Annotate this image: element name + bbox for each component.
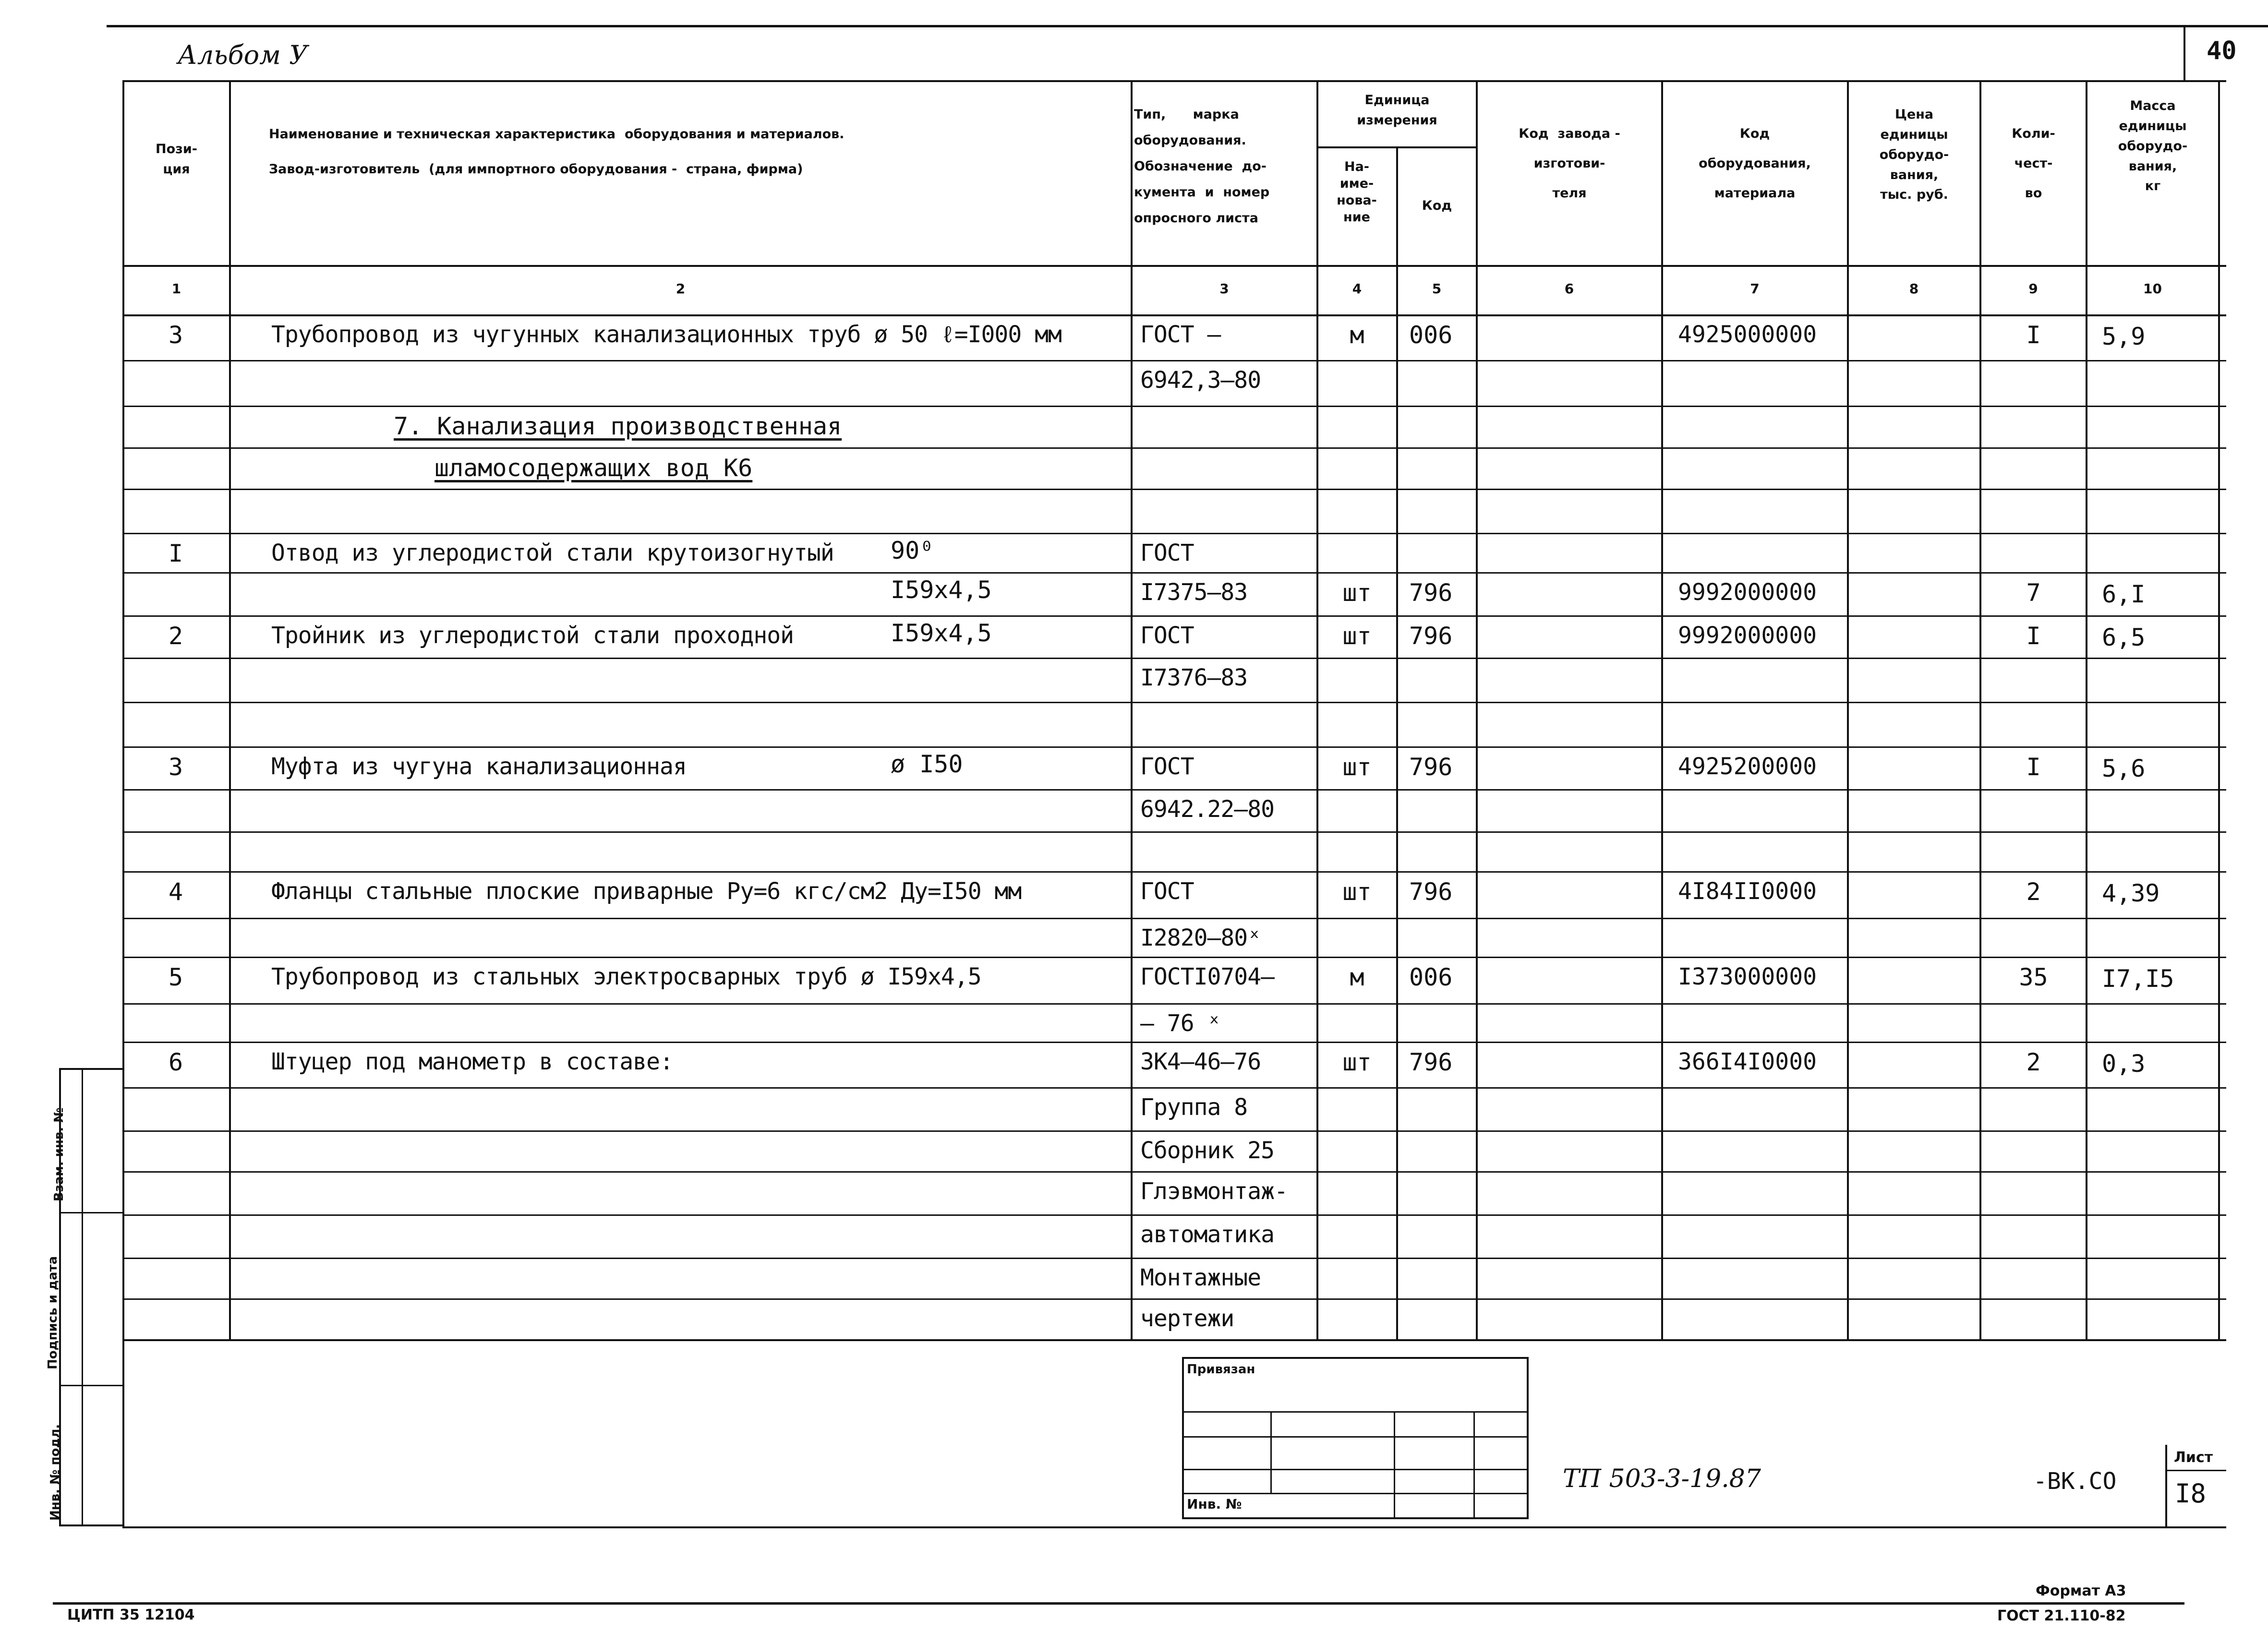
row-line [122, 1171, 2226, 1173]
inv-label: Инв. № [1187, 1496, 1242, 1512]
footer-gost: ГОСТ 21.110-82 [1997, 1608, 2126, 1624]
row-line [122, 1003, 2226, 1005]
row-line [122, 1298, 2226, 1300]
row-type: Группа 8 [1140, 1094, 1248, 1121]
col-line [1396, 146, 1398, 1340]
row-equip-code: 9992000000 [1678, 622, 1817, 649]
row-name-dimension: 90⁰ [891, 537, 934, 564]
row-unit: шт [1342, 753, 1372, 781]
row-line [122, 702, 2226, 703]
table-left-border [122, 80, 124, 1527]
row-line [122, 1042, 2226, 1043]
row-unit: шт [1342, 878, 1372, 906]
page-top-number: 40 [2207, 36, 2237, 65]
col-num-3: 3 [1219, 281, 1229, 297]
attached-box [1182, 1357, 1529, 1519]
attached-col [1473, 1411, 1475, 1519]
col-num-6: 6 [1564, 281, 1574, 297]
side-strip-line [59, 1385, 122, 1386]
side-label-replace-inv: Взам. инв. № [52, 1107, 66, 1201]
header-bottom [122, 265, 2226, 267]
col-num-10: 10 [2143, 281, 2162, 297]
row-type: ЗК4–46–76 [1140, 1048, 1261, 1075]
row-unit-code: 006 [1409, 963, 1453, 991]
header-name: Наименование и техническая характеристика оборудования и материалов. Завод-изготовитель (для импортного оборудования - страна, фирма) [269, 127, 844, 177]
row-type: чертежи [1140, 1305, 1234, 1332]
sheet-label: Лист [2174, 1449, 2213, 1466]
section-title: шламосодержащих вод К6 [434, 454, 753, 482]
sheet-box-line [2165, 1470, 2226, 1471]
row-line [122, 831, 2226, 833]
attached-line [1182, 1411, 1529, 1413]
unit-header-split [1316, 146, 1476, 148]
row-pos: 3 [168, 753, 183, 781]
row-name-dimension: ø I50 [891, 750, 963, 778]
row-type: автоматика [1140, 1221, 1274, 1248]
row-mass: 4,39 [2102, 879, 2160, 907]
row-equip-code: I373000000 [1678, 963, 1817, 990]
row-mass: 6,I [2102, 580, 2146, 608]
col-line [1979, 80, 1981, 1340]
table-top-border [122, 80, 2226, 82]
row-qty: 2 [2026, 1048, 2041, 1076]
footer-cipt: ЦИТП 35 12104 [67, 1607, 195, 1623]
stamp-top-line [122, 1339, 2226, 1341]
col-num-1: 1 [171, 281, 181, 297]
col-num-9: 9 [2028, 281, 2038, 297]
row-line [122, 918, 2226, 919]
header-qty: Коли- чест- во [2012, 126, 2055, 201]
top-frame-line [107, 25, 2268, 27]
col-num-8: 8 [1909, 281, 1919, 297]
row-type: ГОСТ [1140, 753, 1194, 780]
row-line [122, 1130, 2226, 1132]
row-line [122, 1214, 2226, 1216]
row-equip-code: 9992000000 [1678, 579, 1817, 606]
row-line [122, 360, 2226, 361]
col-line [229, 80, 231, 1340]
row-mass: 0,3 [2102, 1050, 2146, 1078]
col-line [1661, 80, 1663, 1340]
row-line [122, 615, 2226, 617]
row-mass: I7,I5 [2102, 965, 2174, 993]
row-unit: м [1350, 963, 1364, 991]
row-line [122, 871, 2226, 873]
row-type: ГОСТ – [1140, 321, 1221, 348]
header-factory-code: Код завода - изготови- теля [1519, 126, 1620, 201]
row-mass: 6,5 [2102, 624, 2146, 651]
table-bottom-border [122, 1526, 2226, 1528]
side-strip-divider [82, 1068, 83, 1526]
row-equip-code: 4925200000 [1678, 753, 1817, 780]
row-unit: шт [1342, 622, 1372, 650]
row-qty: I [2026, 622, 2041, 650]
row-type: ГОСТI0704– [1140, 963, 1274, 990]
row-equip-code: 366I4I0000 [1678, 1048, 1817, 1075]
row-type: I7376–83 [1140, 664, 1248, 691]
album-title: Альбом У [178, 40, 308, 70]
row-unit: шт [1342, 1048, 1372, 1076]
sheet-number: I8 [2175, 1478, 2207, 1509]
row-type: 6942,3–80 [1140, 367, 1261, 394]
row-name: Муфта из чугуна канализационная [271, 753, 687, 780]
row-line [122, 1258, 2226, 1259]
col-line [2086, 80, 2087, 1340]
attached-col [1394, 1411, 1395, 1519]
footer-format: Формат А3 [2036, 1583, 2126, 1599]
row-qty: I [2026, 321, 2041, 349]
header-unit-code: Код [1422, 198, 1452, 213]
row-line [122, 957, 2226, 958]
side-strip-line [59, 1212, 122, 1213]
row-pos: 6 [168, 1048, 183, 1076]
row-pos: I [168, 540, 183, 567]
row-unit-code: 796 [1409, 878, 1453, 906]
row-type: I2820–80ˣ [1140, 924, 1261, 951]
attached-line [1182, 1469, 1529, 1470]
row-unit-code: 796 [1409, 1048, 1453, 1076]
row-unit-code: 796 [1409, 622, 1453, 650]
row-type: 6942.22–80 [1140, 796, 1274, 823]
row-line [122, 658, 2226, 659]
col-line [1847, 80, 1849, 1340]
col-line [1131, 80, 1133, 1340]
header-pos: Пози- ция [156, 142, 197, 177]
row-line [122, 406, 2226, 407]
row-name: Отвод из углеродистой стали крутоизогнутый [271, 540, 834, 566]
row-pos: 5 [168, 963, 183, 991]
row-unit-code: 006 [1409, 321, 1453, 349]
row-qty: 7 [2026, 579, 2041, 607]
header-equip-code: Код оборудования, материала [1699, 126, 1811, 201]
footer-line [53, 1602, 2184, 1605]
row-pos: 2 [168, 622, 183, 650]
col-line [2218, 80, 2220, 1340]
header-price: Цена единицы оборудо- вания, тыс. руб. [1879, 107, 1949, 203]
attached-label: Привязан [1187, 1362, 1255, 1377]
col-num-5: 5 [1432, 281, 1442, 297]
row-pos: 4 [168, 878, 183, 906]
row-unit-code: 796 [1409, 579, 1453, 607]
document-suffix: -ВК.СО [2033, 1468, 2117, 1495]
row-qty: I [2026, 753, 2041, 781]
row-type: I7375–83 [1140, 579, 1248, 606]
side-label-inv-orig: Инв. № подл. [48, 1424, 62, 1521]
col-line [1316, 80, 1318, 1340]
row-unit: м [1350, 321, 1364, 349]
row-type: ГОСТ [1140, 622, 1194, 649]
row-name: Фланцы стальные плоские приварные Ру=6 кгс/см2 Ду=I50 мм [271, 878, 1022, 905]
row-line [122, 789, 2226, 791]
side-strip [59, 1068, 122, 1526]
row-line [122, 533, 2226, 534]
row-name: Трубопровод из стальных электросварных труб ø I59x4,5 [271, 963, 981, 990]
row-line [122, 1087, 2226, 1089]
header-unit-name: На- име- нова- ние [1337, 159, 1377, 225]
numbers-row-bottom [122, 314, 2226, 316]
row-line [122, 746, 2226, 748]
row-name-dimension: I59x4,5 [891, 619, 992, 647]
row-name: Штуцер под манометр в составе: [271, 1048, 673, 1075]
row-mass: 5,9 [2102, 323, 2146, 350]
row-name-dimension: I59x4,5 [891, 576, 992, 604]
row-equip-code: 4I84II0000 [1678, 878, 1817, 905]
row-name: Трубопровод из чугунных канализационных труб ø 50 ℓ=I000 мм [271, 321, 1062, 348]
row-unit: шт [1342, 579, 1372, 607]
page-top-box [2184, 25, 2185, 80]
row-line [122, 572, 2226, 574]
row-line [122, 447, 2226, 449]
side-label-sign-date: Подпись и дата [46, 1256, 60, 1369]
row-type: Глэвмонтаж- [1140, 1178, 1288, 1205]
header-unit-group: Единица измерения [1357, 93, 1437, 128]
attached-line [1182, 1436, 1529, 1438]
row-qty: 2 [2026, 878, 2041, 906]
row-name: Тройник из углеродистой стали проходной [271, 622, 794, 649]
col-num-2: 2 [676, 281, 686, 297]
row-equip-code: 4925000000 [1678, 321, 1817, 348]
row-type: ГОСТ [1140, 878, 1194, 905]
col-line [1476, 80, 1478, 1340]
col-num-7: 7 [1750, 281, 1760, 297]
row-qty: 35 [2019, 963, 2048, 991]
attached-line [1182, 1493, 1529, 1494]
header-type: Тип, марка оборудования. Обозначение до- кумента и номер опросного листа [1134, 107, 1270, 226]
row-line [122, 489, 2226, 490]
section-title: 7. Канализация производственная [394, 412, 842, 440]
row-type: Сборник 25 [1140, 1137, 1274, 1164]
col-num-4: 4 [1352, 281, 1362, 297]
row-pos: 3 [168, 321, 183, 349]
header-mass: Масса единицы оборудо- вания, кг [2118, 98, 2188, 194]
row-unit-code: 796 [1409, 753, 1453, 781]
row-type: Монтажные [1140, 1264, 1261, 1291]
attached-col [1270, 1411, 1272, 1493]
row-type: ГОСТ [1140, 540, 1194, 566]
row-mass: 5,6 [2102, 755, 2146, 782]
document-code: ТП 503-3-19.87 [1563, 1464, 1761, 1493]
row-type: – 76 ˣ [1140, 1010, 1221, 1037]
